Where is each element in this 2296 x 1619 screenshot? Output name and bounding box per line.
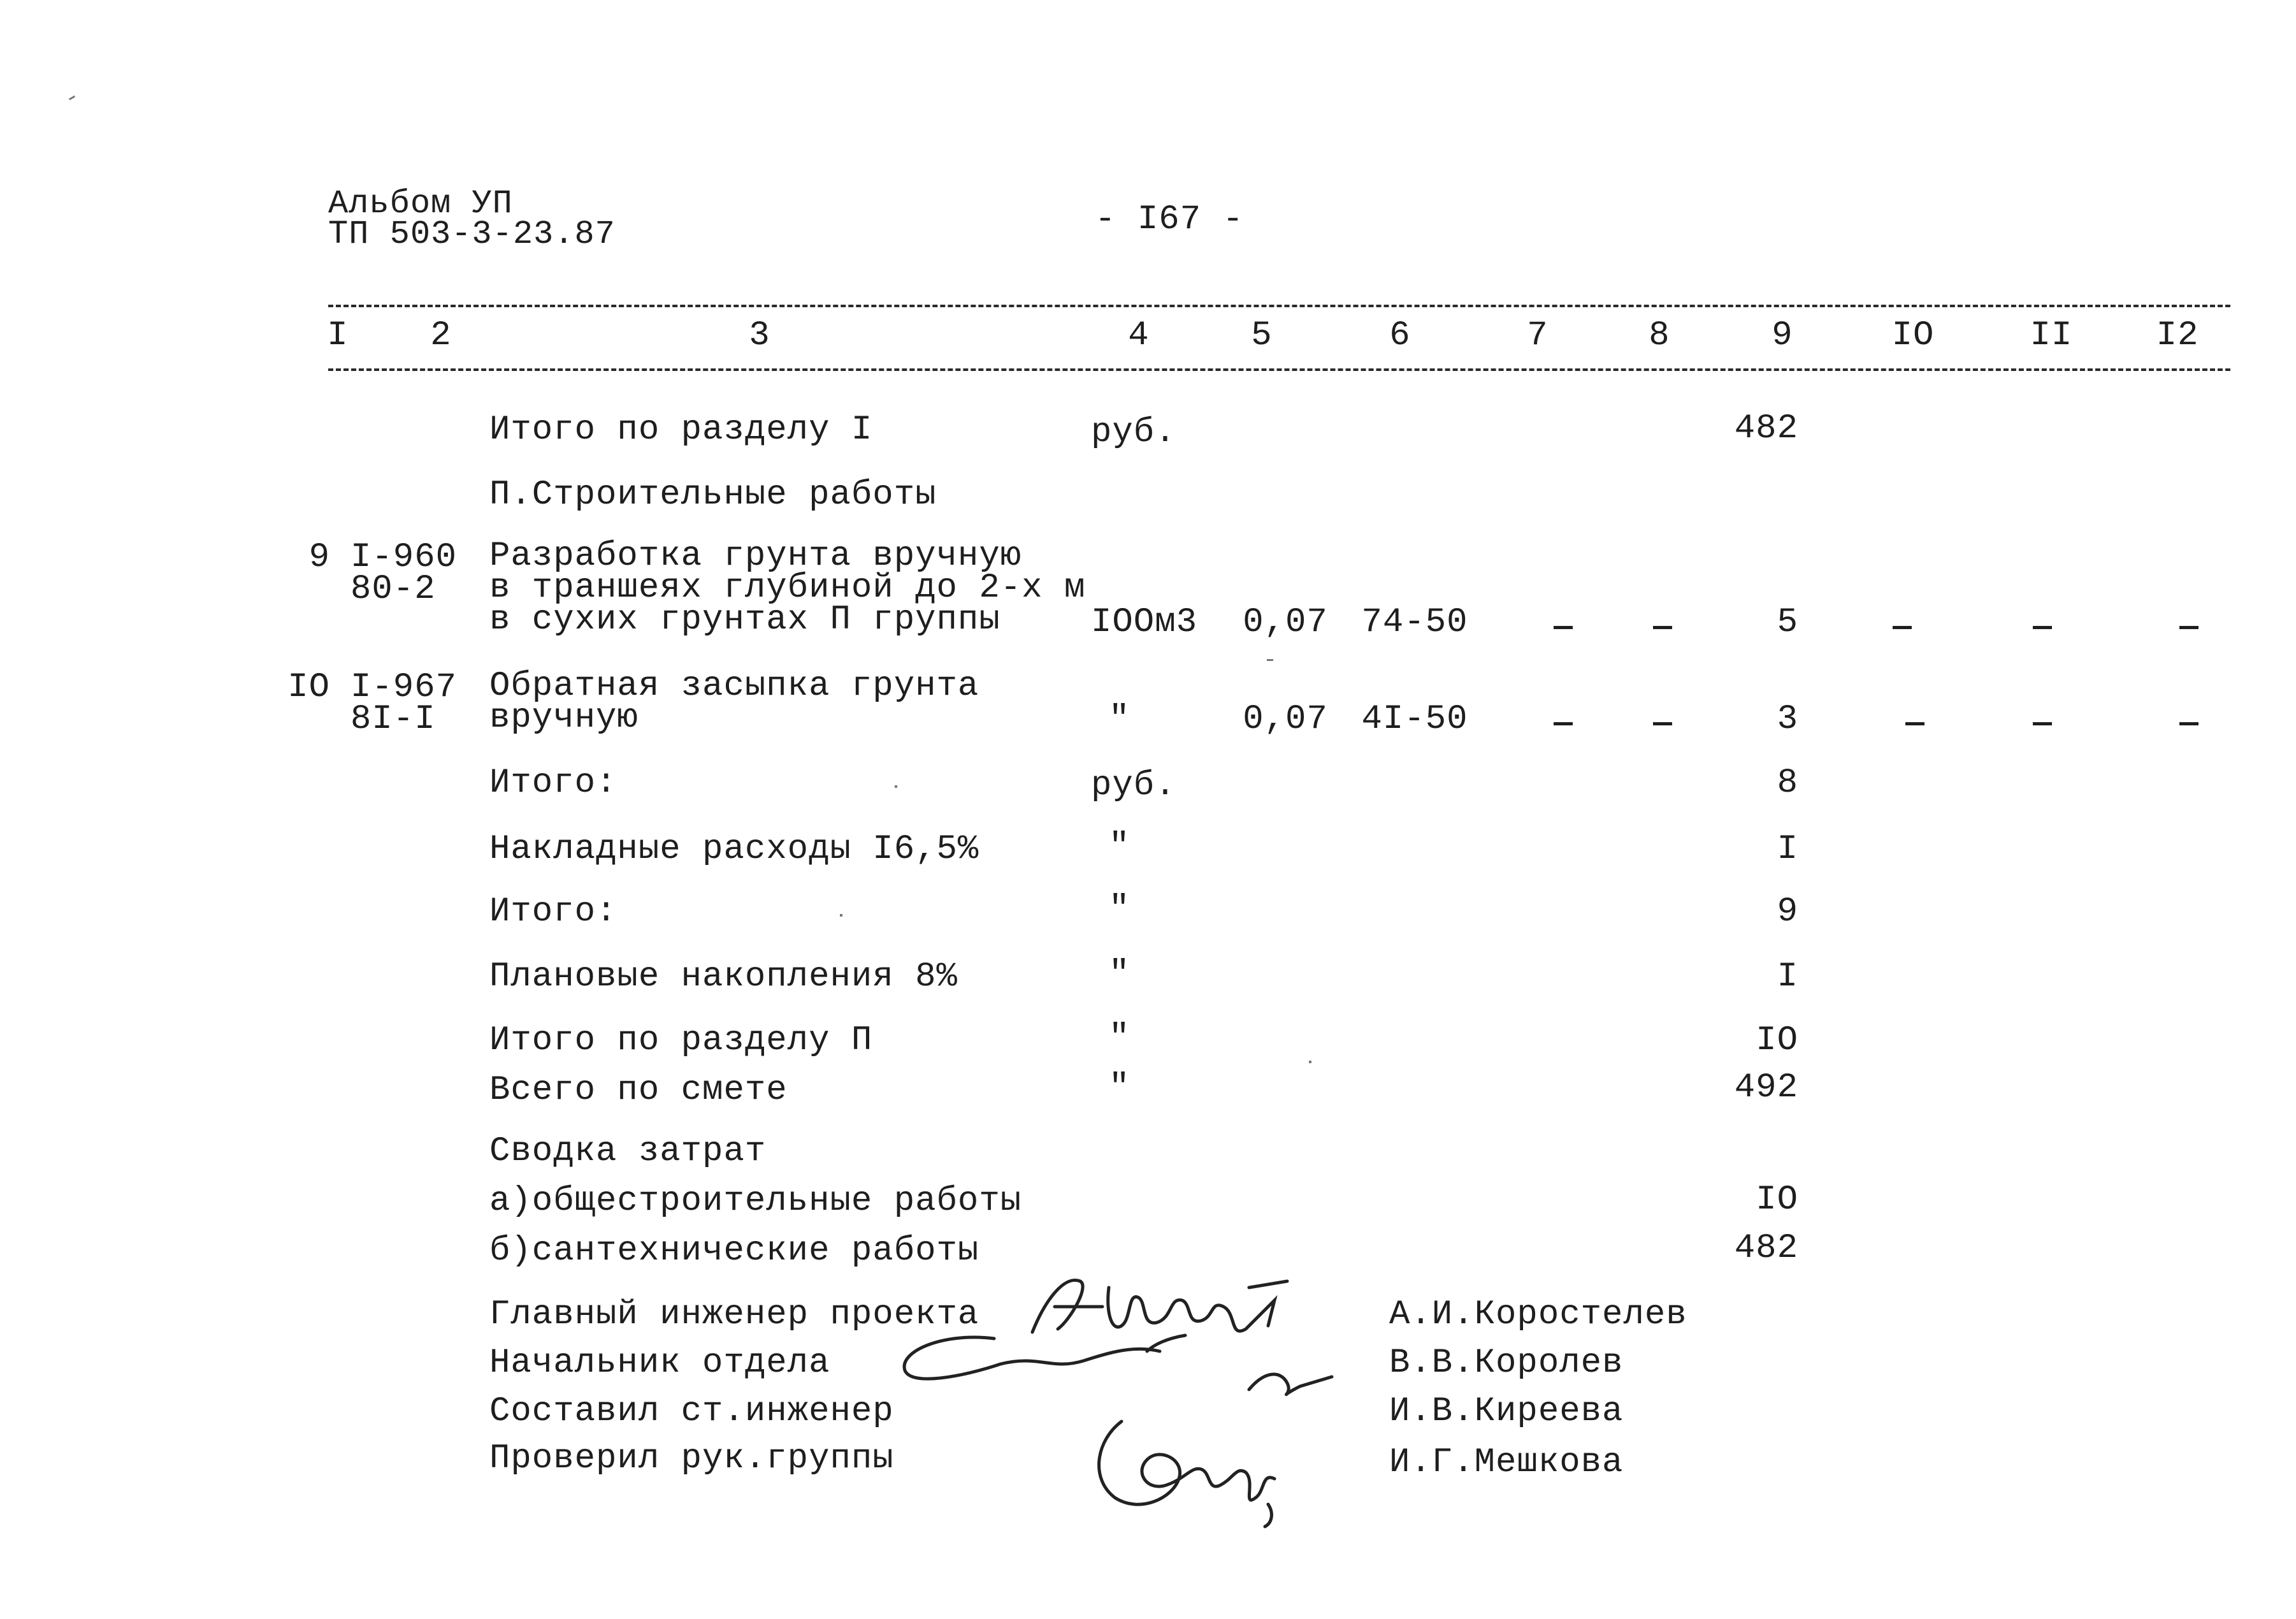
item10-description: Обратная засыпка грунта вручную (489, 667, 979, 737)
section1-total-unit: руб. (1091, 413, 1176, 452)
subtotal2-label: Итого: (489, 892, 617, 931)
summary-general-value: IO (1756, 1180, 1798, 1219)
subtotal1-label: Итого: (489, 764, 617, 802)
project-code: ТП 503-3-23.87 (328, 215, 616, 253)
item9-col8-dash (1653, 626, 1672, 629)
item10-quantity: 0,07 (1243, 700, 1328, 739)
header-bottom-rule (328, 368, 2230, 371)
signature-name-chief-engineer: А.И.Коростелев (1389, 1295, 1687, 1334)
scan-speck (1267, 659, 1273, 661)
summary-title: Сводка затрат (489, 1132, 767, 1171)
item10-code-line2: 8I-I (350, 700, 436, 739)
item9-code-line2: 80-2 (350, 570, 436, 609)
column-header-7: 7 (1527, 316, 1549, 355)
grand-total-label: Всего по смете (489, 1071, 788, 1110)
column-header-11: II (2030, 316, 2073, 355)
item10-col8-dash (1653, 722, 1672, 725)
overhead-value: I (1777, 830, 1798, 869)
column-header-5: 5 (1251, 316, 1273, 355)
item9-col12-dash (2179, 626, 2199, 629)
scan-speck (895, 785, 897, 788)
item9-code-line1: I-960 (350, 538, 458, 577)
grand-total-value: 492 (1734, 1068, 1798, 1107)
item9-number: 9 (308, 538, 330, 577)
column-header-4: 4 (1128, 316, 1150, 355)
item10-col7-dash (1554, 722, 1573, 725)
scan-speck (840, 914, 842, 917)
signature-name-compiler: И.В.Киреева (1389, 1392, 1624, 1431)
item9-price: 74-50 (1361, 603, 1468, 642)
section2-total-label: Итого по разделу П (489, 1021, 873, 1060)
item10-number: IO (287, 668, 330, 707)
column-header-3: 3 (749, 316, 770, 355)
page-number: - I67 - (1095, 200, 1244, 239)
planned-savings-label: Плановые накопления 8% (489, 957, 958, 996)
scan-speck (69, 96, 75, 101)
item10-total: 3 (1777, 700, 1798, 739)
overhead-label: Накладные расходы I6,5% (489, 830, 979, 869)
signature-name-checker: И.Г.Мешкова (1389, 1443, 1624, 1482)
section2-total-value: IO (1756, 1021, 1798, 1060)
signature-role-chief-engineer: Главный инженер проекта (489, 1295, 979, 1334)
section2-title: П.Строительные работы (489, 476, 937, 514)
item10-col11-dash (2033, 722, 2052, 725)
section1-total-value: 482 (1734, 409, 1798, 448)
item9-total: 5 (1777, 603, 1798, 642)
summary-plumbing-value: 482 (1734, 1229, 1798, 1268)
column-header-9: 9 (1772, 316, 1793, 355)
signature-checker-scribble (1083, 1402, 1287, 1530)
item9-col7-dash (1554, 626, 1573, 629)
grand-total-unit: " (1109, 1068, 1130, 1107)
section2-total-unit: " (1109, 1019, 1130, 1057)
overhead-unit: " (1109, 827, 1130, 866)
item10-price: 4I-50 (1361, 700, 1468, 739)
item9-col10-dash (1893, 626, 1912, 629)
column-header-8: 8 (1649, 316, 1670, 355)
summary-plumbing-label: б)сантехнические работы (489, 1231, 979, 1270)
column-header-12: I2 (2156, 316, 2199, 355)
item10-col12-dash (2179, 722, 2199, 725)
scan-speck (1309, 1061, 1311, 1063)
subtotal2-unit: " (1109, 890, 1130, 929)
item10-code-line1: I-967 (350, 668, 458, 707)
item9-col11-dash (2033, 626, 2052, 629)
album-label: Альбом УП (328, 185, 513, 222)
signature-role-department-head: Начальник отдела (489, 1344, 830, 1383)
planned-savings-unit: " (1109, 955, 1130, 994)
column-header-10: IO (1891, 316, 1935, 355)
item10-col10-dash (1905, 722, 1924, 725)
summary-general-label: а)общестроительные работы (489, 1182, 1022, 1221)
column-header-1: I (327, 316, 349, 355)
item9-unit: IOOм3 (1091, 603, 1198, 642)
planned-savings-value: I (1777, 957, 1798, 996)
signature-role-checker: Проверил рук.группы (489, 1439, 894, 1478)
item9-description: Разработка грунта вручную в траншеях глубиной до 2-х м в сухих грунтах П группы (489, 537, 1086, 639)
header-top-rule (328, 305, 2230, 307)
column-header-6: 6 (1389, 316, 1411, 355)
section1-total-label: Итого по разделу I (489, 410, 873, 449)
signature-role-compiler: Составил ст.инженер (489, 1392, 894, 1431)
column-header-2: 2 (430, 316, 452, 355)
subtotal1-unit: руб. (1091, 766, 1176, 805)
item9-quantity: 0,07 (1243, 603, 1328, 642)
item10-unit: " (1109, 700, 1130, 739)
subtotal2-value: 9 (1777, 892, 1798, 931)
signature-name-department-head: В.В.Королев (1389, 1344, 1624, 1383)
subtotal1-value: 8 (1777, 764, 1798, 802)
